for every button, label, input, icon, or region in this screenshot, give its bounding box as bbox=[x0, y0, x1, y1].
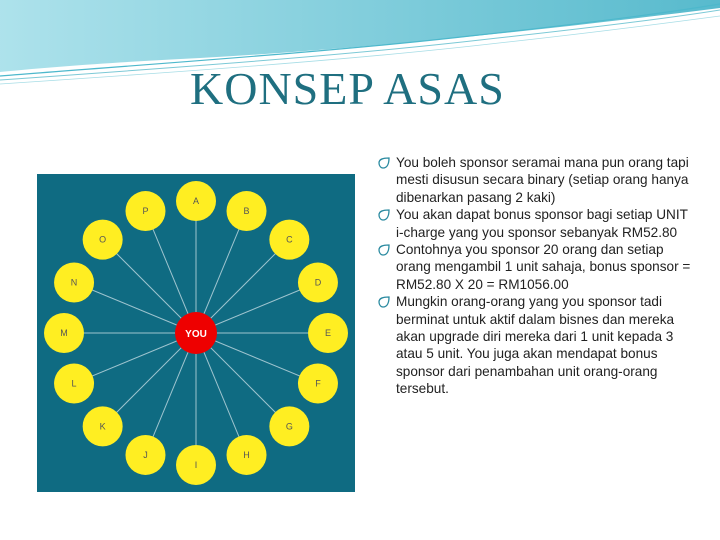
slide-title: KONSEP ASAS bbox=[190, 63, 505, 114]
bullet-text: Mungkin orang-orang yang you sponsor tadi berminat untuk aktif dalam bisnes dan mereka akan upgrade diri mereka dari 1 unit kepada 3 atau 5 unit. You juga akan mendapat bonus sponsor dari penambahan unit orang-orang tersebut. bbox=[396, 294, 675, 397]
member-node-label: H bbox=[243, 449, 250, 460]
member-node-label: P bbox=[142, 206, 149, 217]
bullet-item bbox=[378, 293, 698, 397]
member-node-label: J bbox=[143, 449, 148, 460]
bullet-item bbox=[378, 154, 698, 206]
leaf-bullet-icon bbox=[378, 244, 390, 256]
sponsor-circle-diagram bbox=[37, 174, 355, 492]
member-node-label: C bbox=[286, 234, 293, 245]
member-node-label: K bbox=[99, 421, 106, 432]
bullet-text: You boleh sponsor seramai mana pun orang tapi mesti disusun secara binary (setiap orang hanya dibenarkan pasang 2 kaki) bbox=[396, 155, 689, 205]
member-node-label: F bbox=[315, 378, 321, 389]
leaf-bullet-icon bbox=[378, 296, 390, 308]
member-node-label: O bbox=[99, 234, 107, 245]
leaf-bullet-icon bbox=[378, 157, 390, 169]
member-node-label: N bbox=[70, 277, 78, 288]
member-node-label: L bbox=[71, 378, 77, 389]
center-node-label: YOU bbox=[185, 329, 207, 340]
member-node-label: I bbox=[194, 460, 198, 470]
bullet-item bbox=[378, 241, 698, 293]
member-node-label: B bbox=[243, 206, 250, 217]
bullet-text: Contohnya you sponsor 20 orang dan setiap orang mengambil 1 unit sahaja, bonus sponsor = RM52.80 X 20 = RM1056.00 bbox=[396, 242, 691, 292]
bullet-item bbox=[378, 206, 698, 241]
member-node-label: G bbox=[285, 421, 293, 432]
member-node-label: E bbox=[324, 328, 332, 338]
member-node-label: M bbox=[60, 328, 68, 338]
member-node-label: D bbox=[314, 277, 322, 288]
leaf-bullet-icon bbox=[378, 209, 390, 221]
member-node-label: A bbox=[192, 196, 200, 206]
bullet-list bbox=[378, 154, 698, 398]
bullet-text: You akan dapat bonus sponsor bagi setiap UNIT i-charge yang you sponsor sebanyak RM52.80 bbox=[396, 207, 688, 240]
